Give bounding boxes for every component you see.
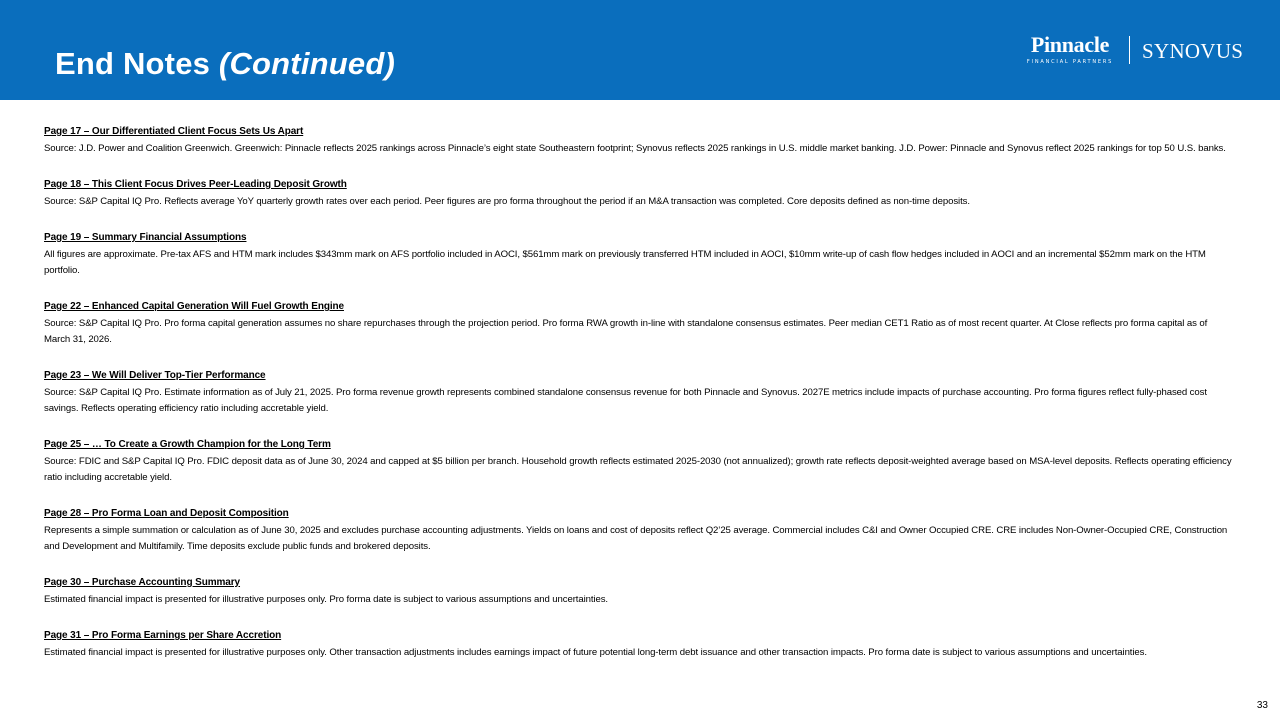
end-note bbox=[44, 174, 1234, 210]
end-note-heading: Page 18 – This Client Focus Drives Peer-Leading Deposit Growth bbox=[44, 179, 347, 190]
end-note-body: All figures are approximate. Pre-tax AFS and HTM mark includes $343mm mark on AFS portfolio included in AOCI, $561mm mark on previously transferred HTM included in AOCI, $10mm write-up of cash flow hedges included in AOCI and an incremental $52mm mark on the HTM portfolio. bbox=[44, 249, 1206, 276]
end-note-heading: Page 19 – Summary Financial Assumptions bbox=[44, 232, 247, 243]
logo-divider bbox=[1129, 36, 1130, 64]
end-note-heading: Page 28 – Pro Forma Loan and Deposit Composition bbox=[44, 508, 289, 519]
page-title-main: End Notes bbox=[55, 46, 211, 81]
page-number: 33 bbox=[1256, 700, 1268, 711]
end-note bbox=[44, 572, 1234, 608]
end-note-body: Source: S&P Capital IQ Pro. Reflects average YoY quarterly growth rates over each period. Peer figures are pro forma throughout the period if an M&A transaction was completed. Core deposits defined as non-time deposits. bbox=[44, 196, 970, 207]
end-note bbox=[44, 296, 1234, 348]
end-note-heading: Page 23 – We Will Deliver Top-Tier Performance bbox=[44, 370, 266, 381]
end-note bbox=[44, 121, 1234, 157]
end-note bbox=[44, 227, 1234, 279]
pinnacle-logo-name: Pinnacle bbox=[1030, 32, 1110, 57]
page-title bbox=[55, 46, 395, 82]
end-note-heading: Page 22 – Enhanced Capital Generation Will Fuel Growth Engine bbox=[44, 301, 344, 312]
end-note bbox=[44, 434, 1234, 486]
synovus-logo: SYNOVUS bbox=[1142, 39, 1244, 63]
header-banner bbox=[0, 0, 1280, 100]
end-notes-list bbox=[44, 121, 1234, 661]
end-note-heading: Page 30 – Purchase Accounting Summary bbox=[44, 577, 241, 588]
end-note-heading: Page 31 – Pro Forma Earnings per Share Accretion bbox=[44, 630, 282, 641]
end-note-body: Estimated financial impact is presented for illustrative purposes only. Other transaction adjustments includes earnings impact of future potential long-term debt issuance and other transaction impacts. Pro forma date is subject to various assumptions and uncertainties. bbox=[44, 647, 1147, 658]
logo-group bbox=[1010, 34, 1260, 68]
end-note-body: Source: S&P Capital IQ Pro. Estimate information as of July 21, 2025. Pro forma revenue growth represents combined standalone consensus revenue for both Pinnacle and Synovus. 2027E metrics include impacts of purchase accounting. Pro forma figures reflect fully-phased cost savings. Reflects operating efficiency ratio including accretable yield. bbox=[44, 387, 1207, 414]
end-note bbox=[44, 503, 1234, 555]
end-note-body: Source: S&P Capital IQ Pro. Pro forma capital generation assumes no share repurchases through the projection period. Pro forma RWA growth in-line with standalone consensus estimates. Peer median CET1 Ratio as of most recent quarter. At Close reflects pro forma capital as of March 31, 2026. bbox=[44, 318, 1208, 345]
pinnacle-logo bbox=[1016, 34, 1124, 66]
end-note-body: Source: J.D. Power and Coalition Greenwich. Greenwich: Pinnacle reflects 2025 rankings across Pinnacle’s eight state Southeastern footprint; Synovus reflects 2025 rankings in U.S. middle market banking. J.D. Power: Pinnacle and Synovus reflect 2025 rankings for top 50 U.S. banks. bbox=[44, 143, 1226, 154]
end-note-body: Source: FDIC and S&P Capital IQ Pro. FDIC deposit data as of June 30, 2024 and capped at $5 billion per branch. Household growth reflects estimated 2025-2030 (not annualized); growth rate reflects deposit-weighted average based on MSA-level deposits. Reflects operating efficiency ratio including accretable yield. bbox=[44, 456, 1232, 483]
end-note-body: Estimated financial impact is presented for illustrative purposes only. Pro forma date is subject to various assumptions and uncertainties. bbox=[44, 594, 608, 605]
end-note-heading: Page 17 – Our Differentiated Client Focus Sets Us Apart bbox=[44, 126, 304, 137]
end-note bbox=[44, 625, 1234, 661]
page-title-continued: (Continued) bbox=[218, 46, 396, 81]
pinnacle-logo-tagline: FINANCIAL PARTNERS bbox=[1026, 59, 1114, 65]
end-note-heading: Page 25 – … To Create a Growth Champion for the Long Term bbox=[44, 439, 331, 450]
end-note-body: Represents a simple summation or calculation as of June 30, 2025 and excludes purchase accounting adjustments. Yields on loans and cost of deposits reflect Q2’25 average. Commercial includes C&I and Owner Occupied CRE. CRE includes Non-Owner-Occupied CRE, Construction and Development and Multifamily. Time deposits exclude public funds and brokered deposits. bbox=[44, 525, 1228, 552]
end-note bbox=[44, 365, 1234, 417]
